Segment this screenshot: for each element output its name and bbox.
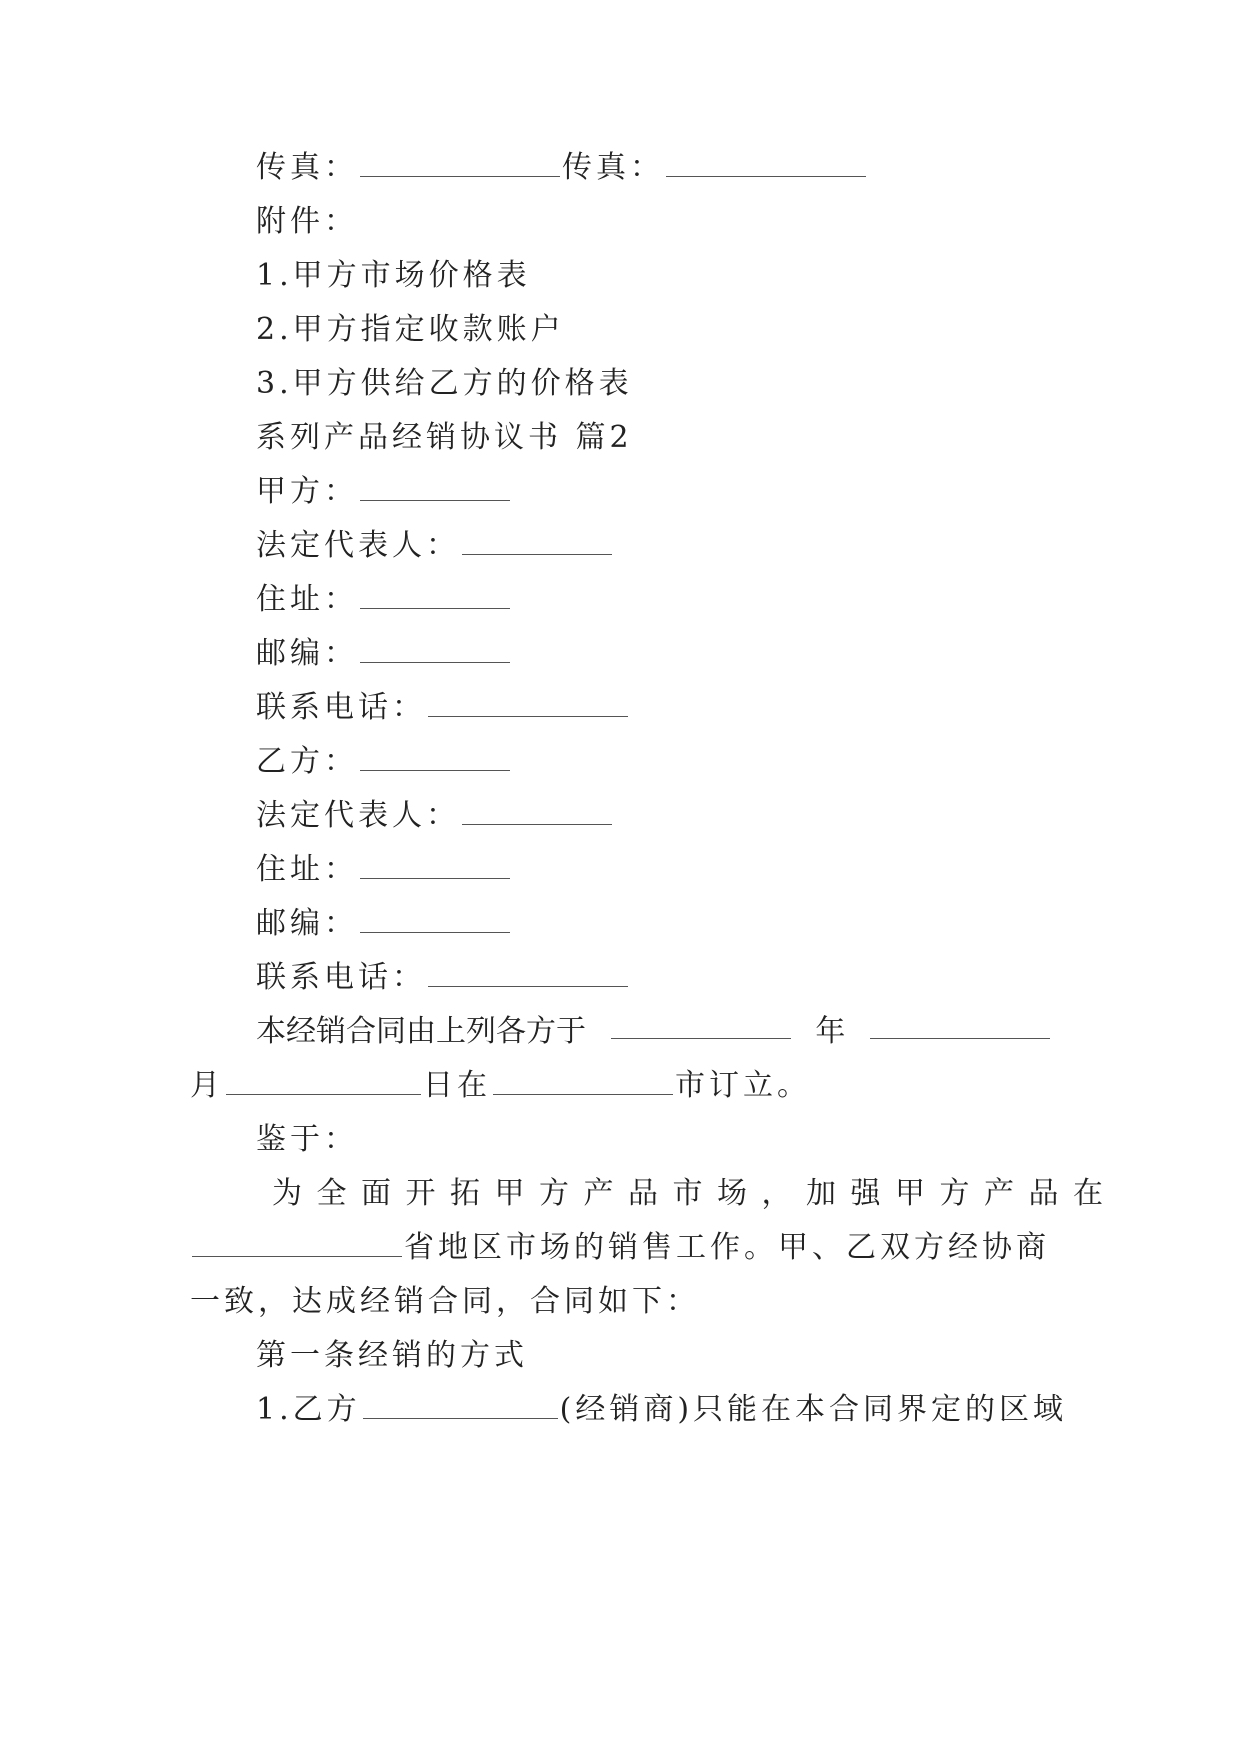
year-blank — [611, 1012, 791, 1039]
attachment-2: 2.甲方指定收款账户 — [256, 312, 565, 347]
party-b-rep-blank — [462, 798, 612, 825]
party-a-rep-label: 法定代表人： — [256, 528, 460, 563]
article-1-heading: 第一条经销的方式 — [256, 1338, 528, 1373]
party-a-phone-blank — [428, 690, 628, 717]
party-a-zip-label: 邮编： — [256, 636, 358, 671]
party-b-address-blank — [360, 852, 510, 879]
contract-made-line-2 — [190, 1066, 811, 1106]
party-b-zip-blank — [360, 906, 510, 933]
party-a-address-line — [256, 580, 512, 620]
party-a-line — [256, 472, 512, 512]
item-1-text: (经销商)只能在本合同界定的区域 — [559, 1392, 1068, 1427]
party-a-zip-line — [256, 634, 512, 674]
party-b-zip-line — [256, 904, 512, 944]
party-a-zip-blank — [360, 636, 510, 663]
attachment-1: 1.甲方市场价格表 — [256, 258, 531, 293]
party-b-zip-label: 邮编： — [256, 906, 358, 941]
city-blank — [493, 1068, 673, 1095]
purpose-line-1: 为全面开拓甲方产品市场，加强甲方产品在 — [272, 1176, 1118, 1211]
attachment-3: 3.甲方供给乙方的价格表 — [256, 366, 633, 401]
month-label: 月 — [190, 1068, 224, 1103]
party-a-label: 甲方： — [256, 474, 358, 509]
party-a-rep-blank — [462, 528, 612, 555]
party-b-phone-blank — [428, 960, 628, 987]
party-b-label: 乙方： — [256, 744, 358, 779]
province-blank — [192, 1230, 402, 1257]
party-b-phone-line — [256, 958, 630, 998]
party-b-rep-label: 法定代表人： — [256, 798, 460, 833]
day-blank — [226, 1068, 421, 1095]
party-a-phone-line — [256, 688, 630, 728]
party-b-line — [256, 742, 512, 782]
party-b-address-label: 住址： — [256, 852, 358, 887]
party-b-phone-label: 联系电话： — [256, 960, 426, 995]
attachments-label: 附件： — [256, 204, 358, 239]
contract-made-text: 本经销合同由上列各方于 — [256, 1014, 586, 1049]
day-label: 日在 — [423, 1068, 491, 1103]
party-a-address-blank — [360, 582, 510, 609]
party-a-phone-label: 联系电话： — [256, 690, 426, 725]
section-heading: 系列产品经销协议书 篇2 — [256, 420, 633, 455]
party-a-blank — [360, 474, 510, 501]
party-a-rep-line — [256, 526, 614, 566]
party-b-address-line — [256, 850, 512, 890]
party-b-blank — [360, 744, 510, 771]
purpose-line-2 — [190, 1228, 1050, 1268]
city-label: 市订立。 — [675, 1068, 811, 1103]
distributor-blank — [363, 1392, 558, 1419]
party-a-address-label: 住址： — [256, 582, 358, 617]
whereas-label: 鉴于： — [256, 1122, 358, 1157]
fax-b-label: 传真： — [562, 150, 664, 185]
article-1-item-1 — [256, 1390, 1067, 1430]
item-1-prefix: 1.乙方 — [256, 1392, 361, 1427]
year-label: 年 — [815, 1014, 846, 1049]
purpose-line-3: 一致，达成经销合同，合同如下： — [190, 1284, 700, 1319]
fax-b-blank — [666, 150, 866, 177]
purpose-line-2-text: 省地区市场的销售工作。甲、乙双方经协商 — [404, 1230, 1050, 1265]
month-blank — [870, 1012, 1050, 1039]
fax-line — [256, 148, 868, 188]
fax-a-label: 传真： — [256, 150, 358, 185]
fax-a-blank — [360, 150, 560, 177]
contract-made-line-1 — [256, 1012, 1052, 1052]
party-b-rep-line — [256, 796, 614, 836]
